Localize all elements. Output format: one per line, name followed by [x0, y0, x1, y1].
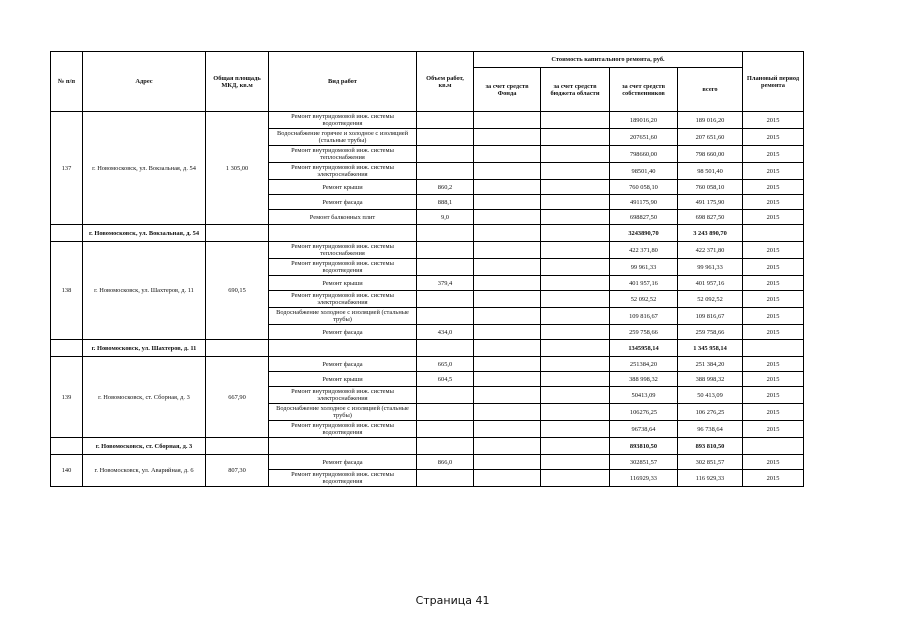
subtotal-total: 1 345 958,14 — [678, 340, 743, 357]
fund-cost — [474, 325, 541, 340]
owners-cost: 388 998,32 — [610, 372, 678, 387]
row-number: 140 — [51, 455, 83, 487]
owners-cost: 798660,00 — [610, 146, 678, 163]
work-type: Ремонт фасада — [269, 325, 417, 340]
subtotal-address: г. Новомосковск, ул. Шахтеров, д. 11 — [83, 340, 206, 357]
row-address: г. Новомосковск, ул. Аварийная, д. 6 — [83, 455, 206, 487]
fund-cost — [474, 276, 541, 291]
fund-cost — [474, 357, 541, 372]
owners-cost: 207651,60 — [610, 129, 678, 146]
planned-period: 2015 — [743, 276, 804, 291]
work-type: Ремонт фасада — [269, 455, 417, 470]
total-cost: 491 175,90 — [678, 195, 743, 210]
total-cost: 422 371,80 — [678, 242, 743, 259]
total-cost: 259 758,66 — [678, 325, 743, 340]
row-number: 139 — [51, 357, 83, 438]
planned-period: 2015 — [743, 291, 804, 308]
table-row — [51, 455, 804, 470]
region-cost — [541, 276, 610, 291]
region-cost — [541, 210, 610, 225]
work-volume — [417, 470, 474, 487]
planned-period: 2015 — [743, 146, 804, 163]
work-type: Ремонт внутридомовой инж. системы водоотведения — [269, 470, 417, 487]
planned-period: 2015 — [743, 308, 804, 325]
work-type: Ремонт внутридомовой инж. системы электроснабжения — [269, 291, 417, 308]
col-volume-header: Объем работ, кв.м — [417, 52, 474, 112]
region-cost — [541, 129, 610, 146]
region-cost — [541, 421, 610, 438]
total-cost: 760 058,10 — [678, 180, 743, 195]
region-cost — [541, 470, 610, 487]
work-type: Ремонт внутридомовой инж. системы теплоснабжения — [269, 242, 417, 259]
total-cost: 189 016,20 — [678, 112, 743, 129]
planned-period: 2015 — [743, 421, 804, 438]
work-type: Ремонт внутридомовой инж. системы электроснабжения — [269, 387, 417, 404]
cost-group-header: Стоимость капитального ремонта, руб. — [474, 52, 743, 68]
fund-cost — [474, 195, 541, 210]
planned-period: 2015 — [743, 112, 804, 129]
subtotal-period — [743, 225, 804, 242]
work-type: Ремонт внутридомовой инж. системы электроснабжения — [269, 163, 417, 180]
owners-cost: 96738,64 — [610, 421, 678, 438]
total-cost: 207 651,60 — [678, 129, 743, 146]
owners-cost: 50413,09 — [610, 387, 678, 404]
region-cost — [541, 325, 610, 340]
work-type: Ремонт внутридомовой инж. системы водоотведения — [269, 112, 417, 129]
subtotal-volume — [417, 225, 474, 242]
work-volume: 866,0 — [417, 455, 474, 470]
owners-cost: 401 957,16 — [610, 276, 678, 291]
region-cost — [541, 242, 610, 259]
region-cost — [541, 163, 610, 180]
subtotal-work — [269, 225, 417, 242]
total-cost: 106 276,25 — [678, 404, 743, 421]
owners-cost: 302851,57 — [610, 455, 678, 470]
region-cost — [541, 180, 610, 195]
planned-period: 2015 — [743, 325, 804, 340]
fund-cost — [474, 146, 541, 163]
owners-cost: 259 758,66 — [610, 325, 678, 340]
total-cost: 109 816,67 — [678, 308, 743, 325]
total-cost: 52 092,52 — [678, 291, 743, 308]
region-cost — [541, 404, 610, 421]
work-type: Ремонт внутридомовой инж. системы теплоснабжения — [269, 146, 417, 163]
planned-period: 2015 — [743, 163, 804, 180]
planned-period: 2015 — [743, 470, 804, 487]
work-type: Ремонт крыши — [269, 180, 417, 195]
col-region-header: за счет средств бюджета области — [541, 68, 610, 112]
table-body — [51, 112, 804, 487]
region-cost — [541, 259, 610, 276]
planned-period: 2015 — [743, 372, 804, 387]
fund-cost — [474, 112, 541, 129]
owners-cost: 98501,40 — [610, 163, 678, 180]
row-area: 807,30 — [206, 455, 269, 487]
row-address: г. Новомосковск, ул. Вокзальная, д. 54 — [83, 112, 206, 225]
owners-cost: 189016,20 — [610, 112, 678, 129]
planned-period: 2015 — [743, 129, 804, 146]
planned-period: 2015 — [743, 195, 804, 210]
total-cost: 251 384,20 — [678, 357, 743, 372]
row-area: 1 305,00 — [206, 112, 269, 225]
total-cost: 98 501,40 — [678, 163, 743, 180]
work-type: Ремонт внутридомовой инж. системы водоотведения — [269, 259, 417, 276]
work-volume — [417, 291, 474, 308]
subtotal-row — [51, 438, 804, 455]
col-owners-header: за счет средств собственников — [610, 68, 678, 112]
work-type: Ремонт балконных плит — [269, 210, 417, 225]
work-volume — [417, 242, 474, 259]
work-volume: 665,0 — [417, 357, 474, 372]
subtotal-row — [51, 225, 804, 242]
planned-period: 2015 — [743, 242, 804, 259]
fund-cost — [474, 210, 541, 225]
fund-cost — [474, 404, 541, 421]
owners-cost: 106276,25 — [610, 404, 678, 421]
subtotal-work — [269, 438, 417, 455]
col-num-header: № п/п — [51, 52, 83, 112]
region-cost — [541, 308, 610, 325]
region-cost — [541, 455, 610, 470]
fund-cost — [474, 421, 541, 438]
planned-period: 2015 — [743, 404, 804, 421]
work-volume — [417, 259, 474, 276]
subtotal-work — [269, 340, 417, 357]
owners-cost: 760 058,10 — [610, 180, 678, 195]
subtotal-owners: 1345958,14 — [610, 340, 678, 357]
fund-cost — [474, 291, 541, 308]
total-cost: 50 413,09 — [678, 387, 743, 404]
subtotal-region — [541, 225, 610, 242]
row-area: 667,90 — [206, 357, 269, 438]
work-type: Ремонт внутридомовой инж. системы водоотведения — [269, 421, 417, 438]
work-volume — [417, 421, 474, 438]
col-area-header: Общая площадь МКД, кв.м — [206, 52, 269, 112]
row-area: 690,15 — [206, 242, 269, 340]
fund-cost — [474, 259, 541, 276]
subtotal-fund — [474, 340, 541, 357]
capital-repair-table — [50, 51, 804, 487]
subtotal-volume — [417, 340, 474, 357]
fund-cost — [474, 242, 541, 259]
row-number: 137 — [51, 112, 83, 225]
subtotal-area — [206, 225, 269, 242]
col-work-header: Вид работ — [269, 52, 417, 112]
subtotal-owners: 893810,50 — [610, 438, 678, 455]
table-row — [51, 242, 804, 259]
fund-cost — [474, 372, 541, 387]
total-cost: 698 827,50 — [678, 210, 743, 225]
planned-period: 2015 — [743, 259, 804, 276]
table-row — [51, 112, 804, 129]
work-volume: 379,4 — [417, 276, 474, 291]
row-address: г. Новомосковск, ст. Сборная, д. 3 — [83, 357, 206, 438]
total-cost: 401 957,16 — [678, 276, 743, 291]
fund-cost — [474, 455, 541, 470]
owners-cost: 422 371,80 — [610, 242, 678, 259]
subtotal-num — [51, 225, 83, 242]
region-cost — [541, 195, 610, 210]
row-number: 138 — [51, 242, 83, 340]
total-cost: 116 929,33 — [678, 470, 743, 487]
col-address-header: Адрес — [83, 52, 206, 112]
fund-cost — [474, 180, 541, 195]
work-volume — [417, 404, 474, 421]
work-type: Водоснабжение горячее и холодное с изоляцией (стальные трубы) — [269, 129, 417, 146]
fund-cost — [474, 470, 541, 487]
col-period-header: Плановый период ремонта — [743, 52, 804, 112]
planned-period: 2015 — [743, 180, 804, 195]
subtotal-region — [541, 340, 610, 357]
work-volume — [417, 129, 474, 146]
planned-period: 2015 — [743, 357, 804, 372]
work-type: Водоснабжение холодное с изоляцией (стальные трубы) — [269, 308, 417, 325]
total-cost: 798 660,00 — [678, 146, 743, 163]
work-volume — [417, 308, 474, 325]
subtotal-row — [51, 340, 804, 357]
region-cost — [541, 291, 610, 308]
region-cost — [541, 372, 610, 387]
subtotal-fund — [474, 438, 541, 455]
work-type: Ремонт фасада — [269, 195, 417, 210]
total-cost: 388 998,32 — [678, 372, 743, 387]
owners-cost: 99 961,33 — [610, 259, 678, 276]
planned-period: 2015 — [743, 210, 804, 225]
work-type: Водоснабжение холодное с изоляцией (стальные трубы) — [269, 404, 417, 421]
fund-cost — [474, 387, 541, 404]
work-type: Ремонт крыши — [269, 372, 417, 387]
region-cost — [541, 146, 610, 163]
subtotal-total: 3 243 890,70 — [678, 225, 743, 242]
subtotal-area — [206, 340, 269, 357]
region-cost — [541, 112, 610, 129]
owners-cost: 116929,33 — [610, 470, 678, 487]
work-volume: 9,0 — [417, 210, 474, 225]
planned-period: 2015 — [743, 387, 804, 404]
row-address: г. Новомосковск, ул. Шахтеров, д. 11 — [83, 242, 206, 340]
work-volume — [417, 163, 474, 180]
work-volume: 860,2 — [417, 180, 474, 195]
owners-cost: 491175,90 — [610, 195, 678, 210]
work-volume: 888,1 — [417, 195, 474, 210]
owners-cost: 109 816,67 — [610, 308, 678, 325]
work-volume — [417, 112, 474, 129]
fund-cost — [474, 308, 541, 325]
work-volume — [417, 146, 474, 163]
table-row — [51, 357, 804, 372]
total-cost: 96 738,64 — [678, 421, 743, 438]
subtotal-fund — [474, 225, 541, 242]
total-cost: 302 851,57 — [678, 455, 743, 470]
subtotal-total: 893 810,50 — [678, 438, 743, 455]
subtotal-num — [51, 340, 83, 357]
planned-period: 2015 — [743, 455, 804, 470]
subtotal-period — [743, 438, 804, 455]
work-volume: 434,0 — [417, 325, 474, 340]
work-volume — [417, 387, 474, 404]
subtotal-volume — [417, 438, 474, 455]
subtotal-area — [206, 438, 269, 455]
work-type: Ремонт крыши — [269, 276, 417, 291]
work-type: Ремонт фасада — [269, 357, 417, 372]
region-cost — [541, 387, 610, 404]
total-cost: 99 961,33 — [678, 259, 743, 276]
col-total-header: всего — [678, 68, 743, 112]
owners-cost: 251384,20 — [610, 357, 678, 372]
region-cost — [541, 357, 610, 372]
subtotal-period — [743, 340, 804, 357]
work-volume: 604,5 — [417, 372, 474, 387]
owners-cost: 698827,50 — [610, 210, 678, 225]
subtotal-owners: 3243890,70 — [610, 225, 678, 242]
subtotal-num — [51, 438, 83, 455]
subtotal-address: г. Новомосковск, ул. Вокзальная, д. 54 — [83, 225, 206, 242]
subtotal-address: г. Новомосковск, ст. Сборная, д. 3 — [83, 438, 206, 455]
subtotal-region — [541, 438, 610, 455]
fund-cost — [474, 163, 541, 180]
page-number: Страница 41 — [415, 594, 490, 607]
col-fund-header: за счет средств Фонда — [474, 68, 541, 112]
fund-cost — [474, 129, 541, 146]
owners-cost: 52 092,52 — [610, 291, 678, 308]
